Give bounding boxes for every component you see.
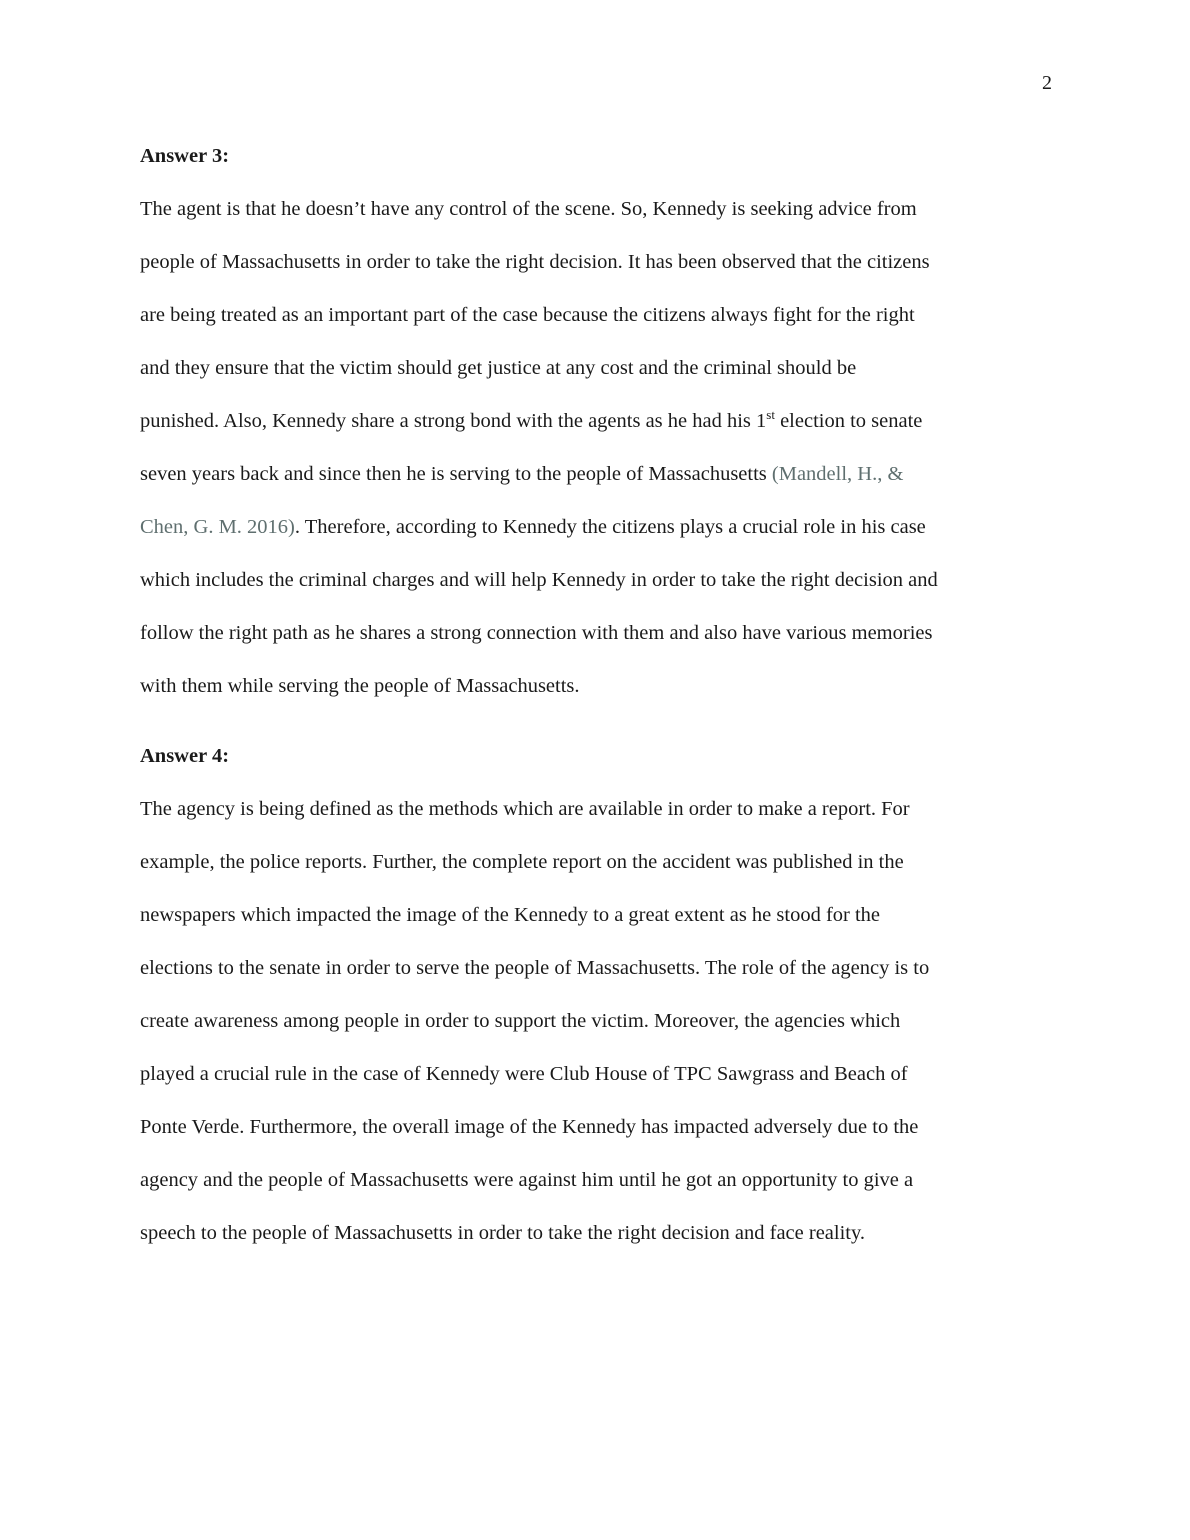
- text-line: [140, 501, 1055, 554]
- text-line: [140, 554, 1055, 607]
- citation-text: Chen, G. M. 2016): [140, 516, 295, 538]
- text-line: [140, 342, 1055, 395]
- document-content: [140, 130, 1055, 1260]
- body-text: election to senate: [774, 410, 923, 432]
- document-section: [140, 730, 1055, 1260]
- body-text: speech to the people of Massachusetts in order to take the right decision and face reality.: [140, 1222, 866, 1244]
- body-text: Ponte Verde. Furthermore, the overall image of the Kennedy has impacted adversely due to the: [140, 1116, 919, 1138]
- text-line: [140, 395, 1055, 448]
- body-text: The agency is being defined as the methods which are available in order to make a report. For: [140, 798, 910, 820]
- paragraph: [140, 783, 1055, 1260]
- body-text: agency and the people of Massachusetts were against him until he got an opportunity to give a: [140, 1169, 914, 1191]
- text-line: [140, 660, 1055, 713]
- text-line: [140, 1048, 1055, 1101]
- text-line: [140, 183, 1055, 236]
- body-text: . Therefore, according to Kennedy the citizens plays a crucial role in his case: [294, 516, 926, 538]
- text-line: [140, 783, 1055, 836]
- section-heading: Answer 4:: [140, 745, 230, 767]
- citation-text: (Mandell, H., &: [771, 463, 904, 485]
- section-heading: Answer 3:: [140, 145, 230, 167]
- body-text: and they ensure that the victim should get justice at any cost and the criminal should be: [140, 357, 857, 379]
- paragraph: [140, 183, 1055, 713]
- text-line: [140, 836, 1055, 889]
- text-line: [140, 995, 1055, 1048]
- text-line: [140, 1101, 1055, 1154]
- body-text: elections to the senate in order to serve the people of Massachusetts. The role of the agency is to: [140, 957, 930, 979]
- body-text: seven years back and since then he is serving to the people of Massachusetts: [140, 463, 772, 485]
- page-number: 2: [1042, 72, 1052, 94]
- text-line: [140, 1207, 1055, 1260]
- body-text: played a crucial rule in the case of Kennedy were Club House of TPC Sawgrass and Beach of: [140, 1063, 908, 1085]
- body-text: punished. Also, Kennedy share a strong bond with the agents as he had his 1: [140, 410, 767, 432]
- body-text: create awareness among people in order to support the victim. Moreover, the agencies which: [140, 1010, 901, 1032]
- text-line: [140, 289, 1055, 342]
- body-text: follow the right path as he shares a strong connection with them and also have various memories: [140, 622, 933, 644]
- text-line: [140, 236, 1055, 289]
- text-line: [140, 942, 1055, 995]
- body-text: with them while serving the people of Massachusetts.: [140, 675, 580, 697]
- body-text: people of Massachusetts in order to take the right decision. It has been observed that the citizens: [140, 251, 930, 273]
- text-line: [140, 889, 1055, 942]
- text-line: [140, 1154, 1055, 1207]
- body-text: The agent is that he doesn’t have any control of the scene. So, Kennedy is seeking advice from: [140, 198, 917, 220]
- body-text: example, the police reports. Further, the complete report on the accident was published in the: [140, 851, 904, 873]
- text-line: [140, 607, 1055, 660]
- body-text: which includes the criminal charges and will help Kennedy in order to take the right decision and: [140, 569, 938, 591]
- document-section: [140, 130, 1055, 713]
- superscript-text: st: [766, 407, 775, 423]
- body-text: are being treated as an important part of the case because the citizens always fight for the right: [140, 304, 915, 326]
- body-text: newspapers which impacted the image of the Kennedy to a great extent as he stood for the: [140, 904, 881, 926]
- text-line: [140, 448, 1055, 501]
